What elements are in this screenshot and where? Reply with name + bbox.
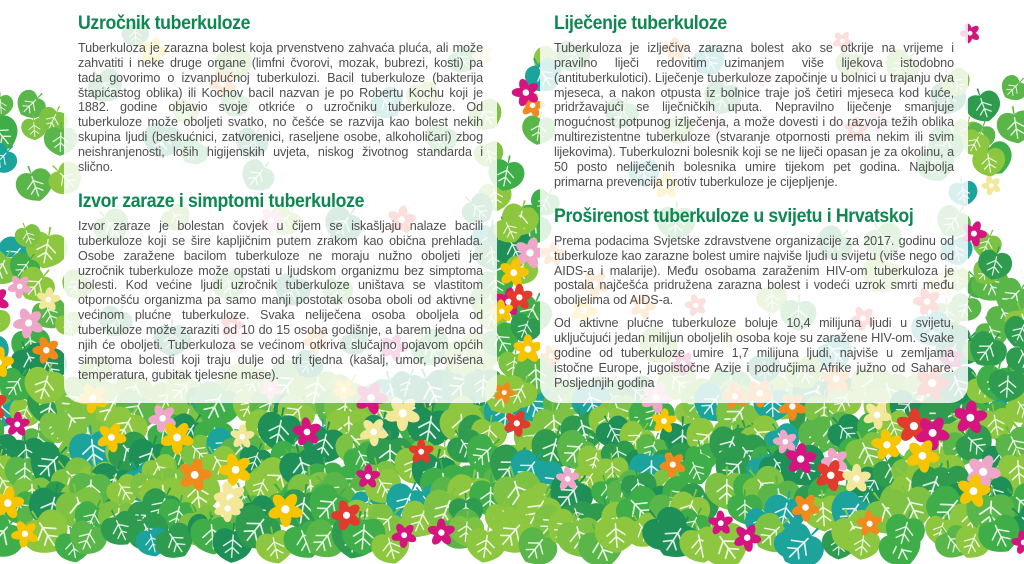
section-title: Liječenje tuberkuloze xyxy=(554,13,727,34)
section-lijecenje-tuberkuloze xyxy=(554,13,954,190)
section-title: Izvor zaraze i simptomi tuberkuloze xyxy=(78,191,365,212)
section-paragraph: Prema podacima Svjetske zdravstvene organizacije za 2017. godinu od tuberkuloze kao zarazne bolest umire najviše ljudi u svijetu (više nego od AIDS-a i malarije). Među osobama zaraženim HIV-om tuberkuloza je postala najčešća pridružena zarazna bolest i vodeći uzrok smrti među oboljelima od AIDS-a. xyxy=(554,233,954,308)
section-paragraph: Od aktivne plućne tuberkuloze boluje 10,4 milijuna ljudi u svijetu, uključujući jedan milijun oboljelih osoba koje su zaražene HIV-om. Svake godine od tuberkuloze umire 1,7 milijuna ljudi, najviše u zemljama istočne Europe, jugoistočne Azije i područjima Afrike južno od Sahare. Posljednjih godina xyxy=(554,316,954,390)
section-title: Proširenost tuberkuloze u svijetu i Hrvatskoj xyxy=(554,205,914,227)
section-uzrocnik-tuberkuloze xyxy=(78,13,483,175)
section-prosirenost-tuberkuloze xyxy=(554,206,954,391)
section-paragraph: Tuberkuloza je zarazna bolest koja prvenstveno zahvaća pluća, ali može zahvatiti i neke druge organe (limfni čvorovi, mozak, bubrezi, kosti) pa tada govorimo o izvanplućnoj tuberkulozi. Bacil tuberkuloze (bakterija štapićastog oblika) ili Kochov bacil nazvan je po Robertu Kochu koji je 1882. godine objavio svoje otkriće o uzročniku tuberkuloze. Od tuberkuloze može oboljeti svatko, no češće se razvija kao bolest nekih skupina ljudi (beskućnici, zatvorenici, raseljene osobe, alkoholičari) zbog neishranjenosti, loših higijenskih uvjeta, niskog životnog standarda i slično. xyxy=(78,40,483,175)
text-panel-left xyxy=(64,0,497,403)
section-paragraph: Izvor zaraze je bolestan čovjek u čijem se iskašljaju nalaze bacili tuberkuloze koji se šire kapljičnim putem zrakom kao obična prehlada. Osobe zaražene bacilom tuberkuloze ne moraju nužno oboljeti jer uzročnik tuberkuloze može opstati u ljudskom organizmu bez simptoma bolesti. Kod većine ljudi uzročnik tuberkuloze uništava se vlastitom otpornošću organizma pa samo manji postotak osoba oboli od aktivne i većinom plućne tuberkuloze. Svaka neliječena osoba oboljela od tuberkuloze može zaraziti od 10 do 15 osoba godišnje, a barem jedna od njih će oboljeti. Tuberkuloza se većinom otkriva slučajno pojavom općih simptoma bolesti koji traju dulje od tri tjedna (kašalj, umor, povišena temperatura, gubitak tjelesne mase). xyxy=(78,218,483,382)
text-panel-right xyxy=(540,0,968,403)
section-paragraph: Tuberkuloza je izlječiva zarazna bolest ako se otkrije na vrijeme i pravilno liječi redovitim uzimanjem više lijekova istodobno (antituberkulotici). Liječenje tuberkuloze započinje u bolnici u trajanju dva mjeseca, a nakon otpusta iz bolnice traje još četiri mjeseca kod kuće, pridržavajući se liječničkih uputa. Nepravilno liječenje smanjuje mogućnost potpunog izlječenja, a može dovesti i do razvoja težih oblika multirezistentne tuberkuloze (stvaranje otpornosti prema nekim ili svim lijekovima). Tuberkulozni bolesnik koji se ne liječi opasan je za okolinu, a 50 posto neliječenih bolesnika umire tijekom pet godina. Najbolja primarna prevencija protiv tuberkuloze je cijepljenje. xyxy=(554,40,954,189)
section-izvor-zaraze-i-simptomi xyxy=(78,191,483,383)
section-title: Uzročnik tuberkuloze xyxy=(78,13,251,34)
